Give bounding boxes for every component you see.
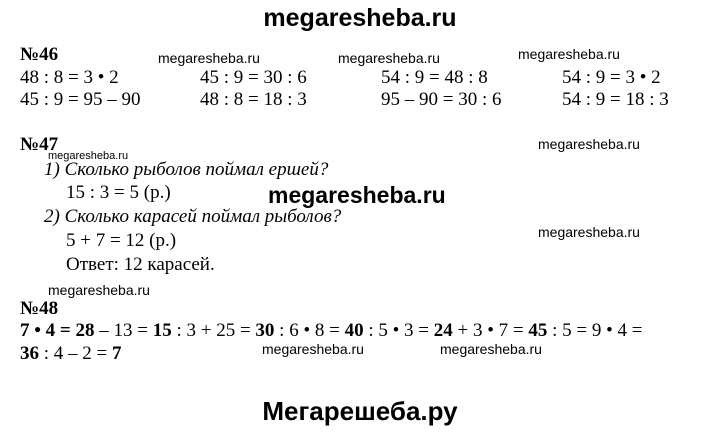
site-footer: Мегарешеба.ру [262, 396, 458, 426]
task46-eq: 48 : 8 = 3 • 2 [20, 67, 119, 88]
watermark: megaresheba.ru [538, 224, 640, 240]
watermark: megaresheba.ru [338, 50, 440, 66]
task46-eq: 48 : 8 = 18 : 3 [200, 89, 307, 110]
task46-eq: 54 : 9 = 18 : 3 [562, 89, 669, 110]
task48-segment: : 5 • 3 = [363, 320, 434, 341]
site-header: megaresheba.ru [263, 4, 457, 32]
task48-segment: 40 [344, 320, 364, 341]
watermark: megaresheba.ru [538, 136, 640, 152]
task47-solution-1: 15 : 3 = 5 (р.) [66, 182, 171, 203]
task47-answer: Ответ: 12 карасей. [66, 254, 215, 275]
task48-segment: 36 [20, 343, 39, 364]
task46-eq: 45 : 9 = 95 – 90 [20, 89, 141, 110]
task48-segment: : 5 = 9 • 4 = [547, 320, 643, 341]
task48-segment: + 3 • 7 = [452, 320, 529, 341]
task48-segment: 24 [433, 320, 453, 341]
task47-question-1: 1) Сколько рыболов поймал ершей? [44, 159, 329, 180]
task46-eq: 54 : 9 = 3 • 2 [562, 67, 661, 88]
task47-solution-2: 5 + 7 = 12 (р.) [66, 230, 177, 251]
task48-segment: 7 [112, 343, 122, 364]
task48-segment: 30 [255, 320, 275, 341]
task48-chain-line-1 [20, 320, 642, 342]
watermark: megaresheba.ru [158, 50, 260, 66]
task47-number: №47 [20, 134, 59, 155]
task48-segment: 15 [152, 320, 172, 341]
task46-eq: 54 : 9 = 48 : 8 [381, 67, 488, 88]
watermark: megaresheba.ru [48, 282, 150, 298]
watermark: megaresheba.ru [518, 46, 620, 62]
task48-segment: 45 [528, 320, 548, 341]
task48-segment: : 4 – 2 = [39, 343, 112, 364]
task46-eq: 95 – 90 = 30 : 6 [381, 89, 502, 110]
watermark: megaresheba.ru [48, 150, 129, 162]
task48-chain-line-2 [20, 343, 122, 365]
task48-segment: – 13 = [94, 320, 153, 341]
watermark: megaresheba.ru [440, 341, 542, 357]
watermark: megaresheba.ru [262, 341, 364, 357]
watermark: megaresheba.ru [268, 182, 446, 208]
task48-segment: 7 • 4 = [20, 320, 76, 341]
task48-segment: 28 [75, 320, 95, 341]
task46-eq: 45 : 9 = 30 : 6 [200, 67, 307, 88]
task46-number: №46 [20, 44, 59, 65]
task48-segment: : 6 • 8 = [274, 320, 345, 341]
task48-number: №48 [20, 298, 59, 319]
task48-segment: : 3 + 25 = [171, 320, 256, 341]
task47-question-2: 2) Сколько карасей поймал рыболов? [44, 206, 342, 227]
